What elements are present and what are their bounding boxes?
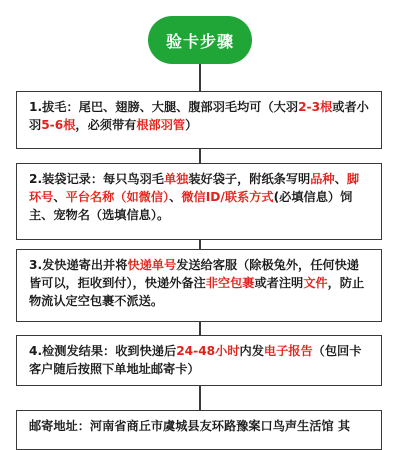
highlight-text: 2-3根: [298, 100, 333, 114]
step-1-box: [16, 91, 382, 149]
flow-connector: [199, 64, 201, 91]
step-text: 邮寄地址：河南省商丘市虞城县友环路豫案口鸟声生活馆 其: [29, 419, 351, 433]
step-text: 或者注明: [254, 276, 304, 290]
highlight-text: 文件: [303, 276, 328, 290]
step-text: (必填信息）饲主、宠物名（选填信息）。: [29, 190, 353, 222]
start-node-label: 验卡步骤: [165, 31, 234, 51]
flow-connector: [199, 322, 201, 335]
flow-connector: [199, 240, 201, 249]
step-text: ，必须带有: [75, 118, 137, 132]
highlight-text: 快递单号: [127, 258, 177, 272]
highlight-text: 电子报告: [263, 344, 313, 358]
highlight-text: 脚环号: [29, 172, 359, 204]
step-text: 、: [169, 190, 182, 204]
highlight-text: 24-48小时: [176, 344, 240, 358]
flow-connector: [199, 386, 201, 410]
step-text: 4.检测发结果：收到快递后: [29, 344, 177, 358]
step-4-box: [16, 335, 382, 386]
step-text: 发送给客服（除极兔外，任何快递皆可以，拒收到付），快递外备注: [29, 258, 359, 290]
highlight-text: 非空包裹: [205, 276, 255, 290]
step-text: ，防止物流认定空包裹不派送。: [29, 276, 365, 308]
step-text: 2.装袋记录：每只鸟羽毛: [29, 172, 164, 186]
step-5-box: [16, 410, 382, 450]
highlight-text: 微信ID/联系方式: [181, 190, 274, 204]
highlight-text: 单独: [164, 172, 189, 186]
start-node: [148, 16, 252, 64]
step-text: 内发: [239, 344, 264, 358]
highlight-text: 品种: [310, 172, 335, 186]
highlight-text: 根部羽管: [136, 118, 186, 132]
step-3-box: [16, 249, 382, 322]
highlight-text: 平台名称（如微信）: [65, 190, 170, 204]
step-text: 、: [334, 172, 347, 186]
step-2-box: [16, 163, 382, 240]
step-text: 1.拔毛：尾巴、翅膀、大腿、腹部羽毛均可（大羽: [29, 100, 299, 114]
step-text: 或者小羽: [29, 100, 369, 132]
step-text: （包回卡客户随后按照下单地址邮寄卡）: [29, 344, 362, 376]
flow-connector: [199, 149, 201, 163]
step-text: 装好袋子，附纸条写明: [188, 172, 311, 186]
step-text: ）: [185, 118, 198, 132]
highlight-text: 5-6根: [41, 118, 76, 132]
step-text: 3.发快递寄出并将: [29, 258, 128, 272]
step-text: 、: [53, 190, 66, 204]
